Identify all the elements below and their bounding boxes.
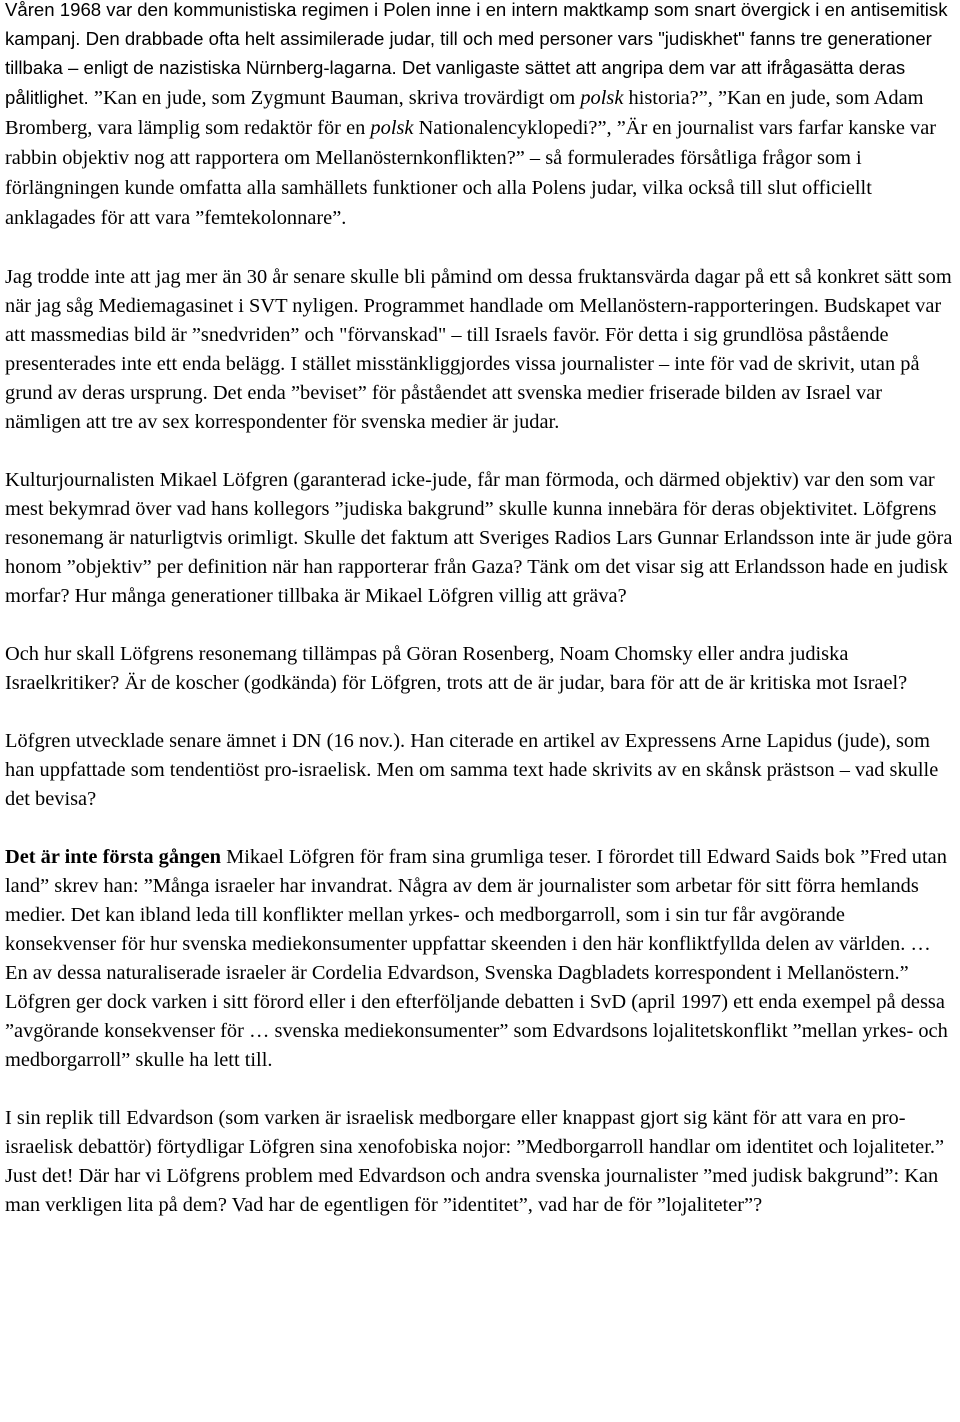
paragraph-2: [5, 263, 955, 437]
p6-text: Mikael Löfgren för fram sina grumliga teser. I förordet till Edward Saids bok ”Fred utan land” skrev han: ”Många israeler har invandrat. Några av dem är journalister som arbetar för sitt förra hemlands medier. Det kan ibland leda till konflikter mellan yrkes- och medborgarroll, som i sin tur får avgörande konsekvenser för hur svenska mediekonsumenter uppfattar skeenden i den här konfliktfyllda delen av världen. … En av dessa naturaliserade israeler är Cordelia Edvardson, Svenska Dagbladets korrespondent i Mellanöstern.” Löfgren ger dock varken i sitt förord eller i den efterföljande debatten i SvD (april 1997) ett enda exempel på dessa ”avgörande konsekvenser för … svenska mediekonsumenter” som Edvardsons lojalitetskonflikt ”mellan yrkes- och medborgarroll” skulle ha lett till.: [5, 845, 948, 1071]
p5-text: Löfgren utvecklade senare ämnet i DN (16 nov.). Han citerade en artikel av Expressens Arne Lapidus (jude), som han uppfattade som tendentiöst pro-israelisk. Men om samma text hade skrivits av en skånsk prästson – vad skulle det bevisa?: [5, 729, 939, 810]
paragraph-5: [5, 727, 955, 814]
paragraph-1: [5, 0, 955, 234]
p1-text-sans: Våren 1968 var den kommunistiska regimen i Polen inne i en intern maktkamp som snart övergick i en antisemitisk kampanj. Den drabbade ofta helt assimilerade judar, till och med personer vars "judiskhet" fanns tre generationer tillbaka – enligt de nazistiska Nürnberg-lagarna. Det vanligaste sättet att angripa dem var att ifrågasätta deras pålitlighet.: [5, 0, 948, 108]
p1-italic-polsk-1: polsk: [580, 86, 624, 109]
p6-bold-lead: Det är inte första gången: [5, 845, 221, 868]
p1-italic-polsk-2: polsk: [370, 116, 414, 139]
paragraph-6: [5, 843, 955, 1075]
p1-quote-3: Nationalencyklopedi?”, ”Är en journalist vars farfar kanske var rabbin objektiv nog att rapportera om Mellanösternkonflikten?” – så formulerades försåtliga frågor som i förlängningen kunde omfatta alla samhällets funktioner och alla Polens judar, vilka också till slut officiellt anklagades för att vara ”femtekolonnare”.: [5, 116, 937, 230]
paragraph-3: [5, 466, 955, 611]
document-page: [5, 0, 955, 1249]
p4-text: Och hur skall Löfgrens resonemang tillämpas på Göran Rosenberg, Noam Chomsky eller andra judiska Israelkritiker? Är de koscher (godkända) för Löfgren, trots att de är judar, bara för att de är kritiska mot Israel?: [5, 642, 908, 694]
p1-quote-2: historia?”, ”Kan en jude, som Adam Bromberg, vara lämplig som redaktör för en: [5, 86, 924, 139]
paragraph-4: [5, 640, 955, 698]
paragraph-7: [5, 1104, 955, 1220]
p2-text: Jag trodde inte att jag mer än 30 år senare skulle bli påmind om dessa fruktansvärda dagar på ett så konkret sätt som när jag såg Mediemagasinet i SVT nyligen. Programmet handlade om Mellanöstern-rapporteringen. Budskapet var att massmedias bild är ”snedvriden” och "förvanskad" – till Israels favör. För detta i sig grundlösa påstående presenterades inte ett enda belägg. I stället misstänkliggjordes vissa journalister – inte för vad de skrivit, utan på grund av deras ursprung. Det enda ”beviset” för påståendet att svenska medier friserade bilden av Israel var nämligen att tre av sex korrespondenter för svenska medier är judar.: [5, 265, 952, 433]
p1-quote-1: ”Kan en jude, som Zygmunt Bauman, skriva trovärdigt om: [93, 86, 581, 109]
p7-text: I sin replik till Edvardson (som varken är israelisk medborgare eller knappast gjort sig känt för att vara en pro-israelisk debattör) förtydligar Löfgren sina xenofobiska nojor: ”Medborgarroll handlar om identitet och lojaliteter.” Just det! Där har vi Löfgrens problem med Edvardson och andra svenska journalister ”med judisk bakgrund”: Kan man verkligen lita på dem? Vad har de egentligen för ”identitet”, vad har de för ”lojaliteter”?: [5, 1106, 945, 1216]
p3-text: Kulturjournalisten Mikael Löfgren (garanterad icke-jude, får man förmoda, och därmed objektiv) var den som var mest bekymrad över vad hans kollegors ”judiska bakgrund” skulle kunna innebära för deras objektivitet. Löfgrens resonemang är naturligtvis orimligt. Skulle det faktum att Sveriges Radios Lars Gunnar Erlandsson inte är jude göra honom ”objektiv” per definition när han rapporterar från Gaza? Tänk om det visar sig att Erlandsson hade en judisk morfar? Hur många generationer tillbaka är Mikael Löfgren villig att gräva?: [5, 468, 953, 607]
